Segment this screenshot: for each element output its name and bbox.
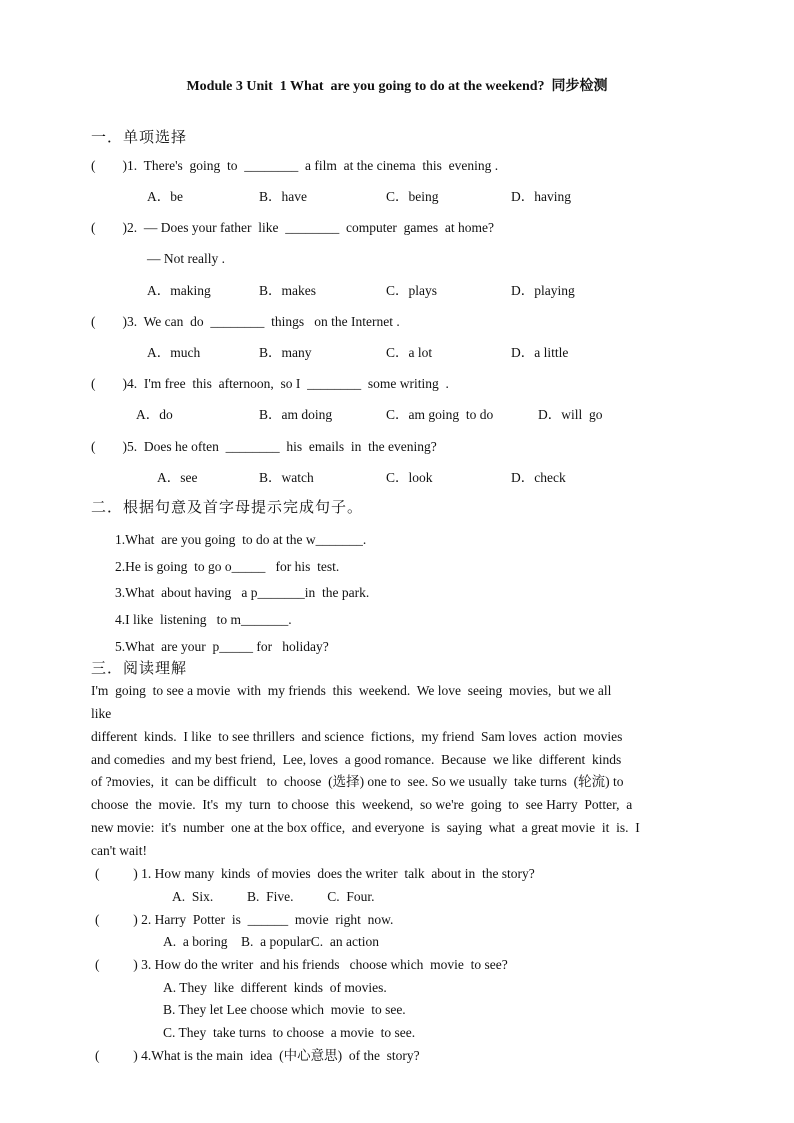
mc-question-3: ( )3. We can do ________ things on the Internet . [91,314,400,329]
mc-option: C．a lot [386,345,433,360]
passage-line: choose the movie. It's my turn to choose this weekend, so we're going to see Harry Potter, a [91,797,633,812]
reading-option: B. They let Lee choose which movie to see. [163,1002,406,1017]
reading-options: A. Six. B. Five. C. Four. [172,889,375,904]
mc-option: C．being [386,189,439,204]
mc-option: B．watch [259,470,314,485]
mc-option: D．having [511,189,571,204]
reading-option: C. They take turns to choose a movie to see. [163,1025,416,1040]
passage-line: new movie: it's number one at the box office, and everyone is saying what a great movie it is. I [91,820,640,835]
reading-question-4: ( ) 4.What is the main idea (中心意思) of the story? [95,1048,420,1063]
passage-line: can't wait! [91,843,148,858]
mc-option: C．plays [386,283,438,298]
section2-heading: 二．根据句意及首字母提示完成句子。 [91,498,364,516]
reading-options: A. a boring B. a popularC. an action [163,934,379,949]
passage-line: and comedies and my best friend, Lee, loves a good romance. Because we like different kinds [91,752,622,767]
mc-option: A．be [147,189,183,204]
mc-question-2-reply: — Not really . [147,251,225,266]
mc-option: A．much [147,345,201,360]
passage-line: like [91,706,112,721]
mc-option: B．makes [259,283,316,298]
mc-option: D．check [511,470,566,485]
mc-option: C．look [386,470,433,485]
mc-option: A．see [157,470,198,485]
mc-option: A．making [147,283,211,298]
fill-item-5: 5.What are your p_____ for holiday? [115,639,329,654]
mc-option: D．playing [511,283,575,298]
page-title: Module 3 Unit 1 What are you going to do at the weekend? 同步检测 [186,79,608,94]
mc-option: A．do [136,407,173,422]
mc-option: C．am going to do [386,407,494,422]
fill-item-2: 2.He is going to go o_____ for his test. [115,559,340,574]
fill-item-4: 4.I like listening to m_______. [115,612,292,627]
mc-option: B．have [259,189,307,204]
mc-question-1: ( )1. There's going to ________ a film at the cinema this evening . [91,158,499,173]
fill-item-1: 1.What are you going to do at the w_______. [115,532,367,547]
mc-option: B．am doing [259,407,333,422]
reading-option: A. They like different kinds of movies. [163,980,387,995]
section3-heading: 三．阅读理解 [91,659,188,677]
passage-line: I'm going to see a movie with my friends this weekend. We love seeing movies, but we all [91,683,612,698]
passage-line: different kinds. I like to see thrillers and science fictions, my friend Sam loves action movies [91,729,623,744]
mc-option: D．a little [511,345,569,360]
mc-option: D．will go [538,407,603,422]
reading-question-3: ( ) 3. How do the writer and his friends choose which movie to see? [95,957,508,972]
section1-heading: 一．单项选择 [91,128,188,146]
reading-question-1: ( ) 1. How many kinds of movies does the writer talk about in the story? [95,866,535,881]
mc-question-5: ( )5. Does he often ________ his emails in the evening? [91,439,437,454]
mc-question-2: ( )2. — Does your father like ________ computer games at home? [91,220,495,235]
reading-question-2: ( ) 2. Harry Potter is ______ movie right now. [95,912,394,927]
mc-option: B．many [259,345,312,360]
fill-item-3: 3.What about having a p_______in the park. [115,585,370,600]
mc-question-4: ( )4. I'm free this afternoon, so I ________ some writing . [91,376,449,391]
passage-line: of ?movies, it can be difficult to choose (选择) one to see. So we usually take turns (轮流) to [91,774,624,789]
